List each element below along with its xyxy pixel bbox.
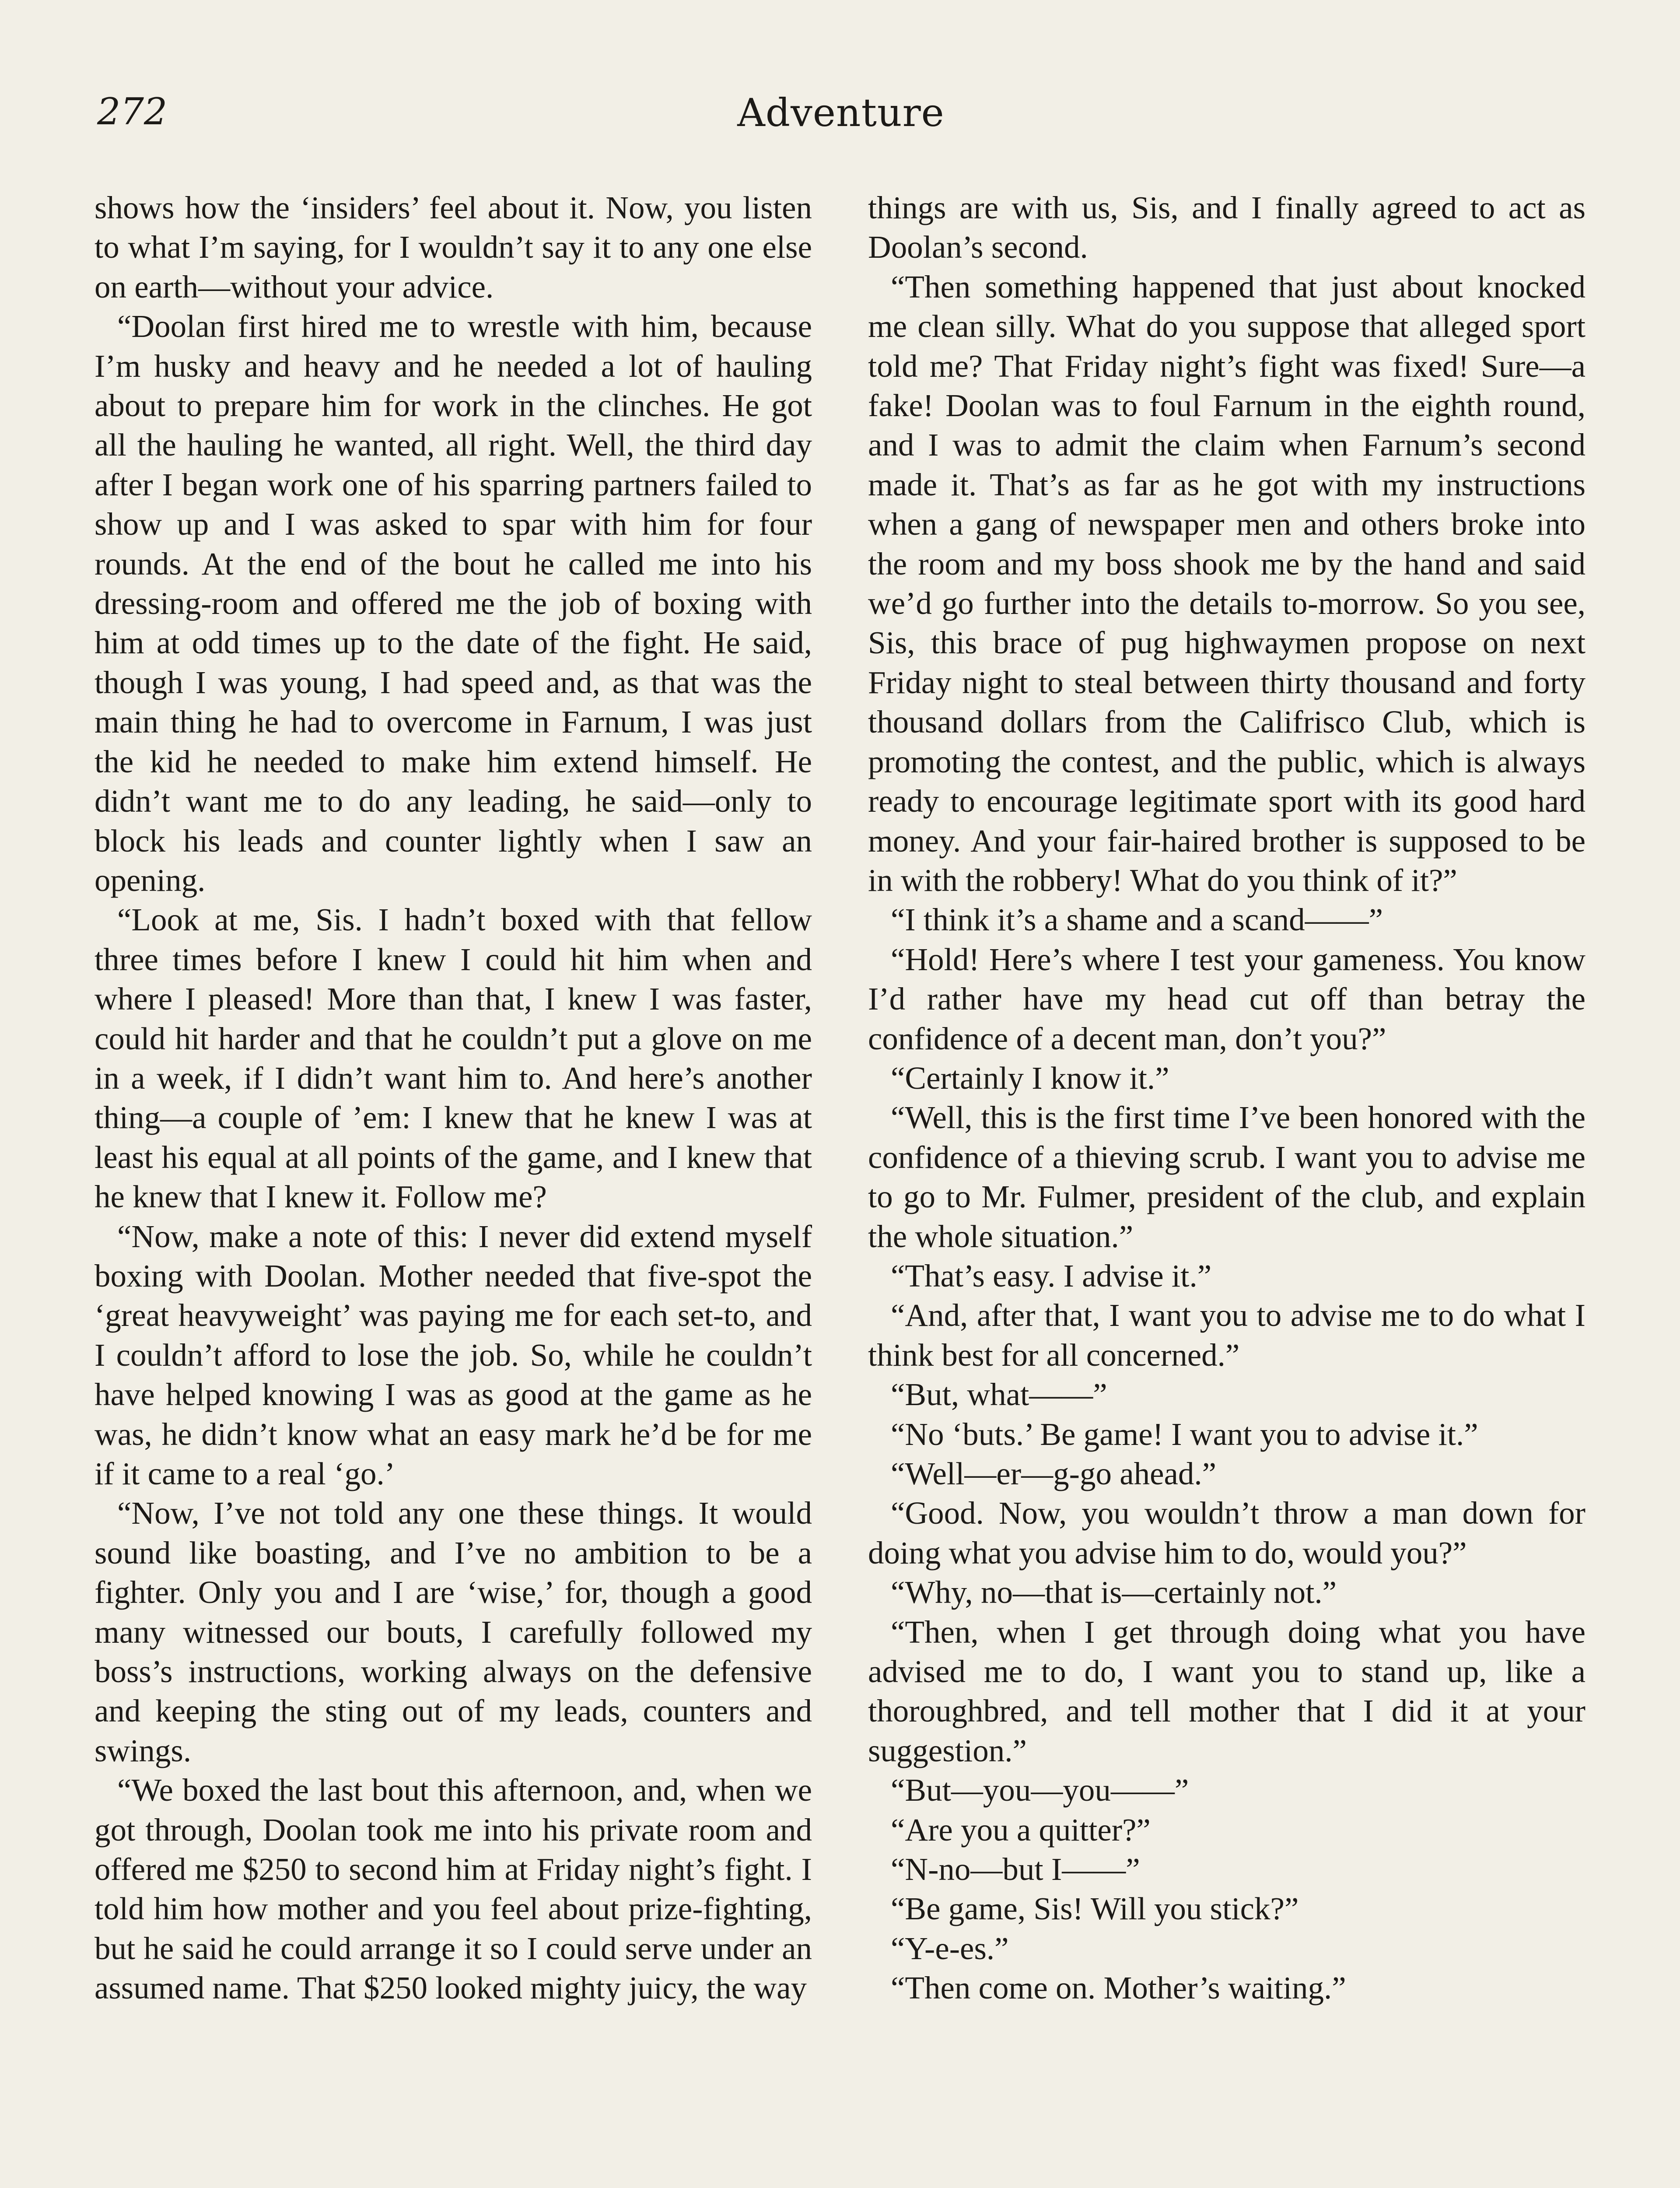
- paragraph: “Then something happened that just about knocked me clean silly. What do you suppose that alleged sport told me? That Friday night’s fight was fixed! Sure—a fake! Doolan was to foul Farnum in the eighth round, and I was to admit the claim when Farnum’s second made it. That’s as far as he got with my instructions when a gang of newspaper men and others broke into the room and my boss shook me by the hand and said we’d go further into the details to-morrow. So you see, Sis, this brace of pug highwaymen propose on next Friday night to steal between thirty thousand and forty thousand dollars from the Califrisco Club, which is promoting the contest, and the public, which is always ready to encourage legitimate sport with its good hard money. And your fair-haired brother is supposed to be in with the robbery! What do you think of it?”: [868, 269, 1586, 898]
- paragraph: “Now, make a note of this: I never did extend myself boxing with Doolan. Mother needed that five-spot the ‘great heavyweight’ was paying me for each set-to, and I couldn’t afford to lose the job. So, while he couldn’t have helped knowing I was as good at the game as he was, he didn’t know what an easy mark he’d be for me if it came to a real ‘go.’: [94, 1218, 812, 1491]
- paragraph: “Y-e-es.”: [891, 1930, 1009, 1966]
- left-column: [94, 188, 812, 2008]
- paragraph: “But, what——”: [891, 1377, 1107, 1413]
- paragraph: “Why, no—that is—certainly not.”: [891, 1574, 1337, 1610]
- paragraph: “Well, this is the first time I’ve been honored with the confidence of a thieving scrub. I want you to advise me to go to Mr. Fulmer, president of the club, and explain the whole situation.”: [868, 1100, 1586, 1254]
- paragraph: “We boxed the last bout this afternoon, and, when we got through, Doolan took me into his private room and offered me $250 to second him at Friday night’s fight. I told him how mother and you feel about prize-fighting, but he said he could arrange it so I could serve under an assumed name. That $250 looked mighty juicy, the way: [94, 1772, 812, 2006]
- paragraph: “And, after that, I want you to advise me to do what I think best for all concerned.”: [868, 1297, 1586, 1373]
- paragraph: “Are you a quitter?”: [891, 1812, 1151, 1848]
- paragraph: “Now, I’ve not told any one these things. It would sound like boasting, and I’ve no ambition to be a fighter. Only you and I are ‘wise,’ for, though a good many witnessed our bouts, I carefully followed my boss’s instructions, working always on the defensive and keeping the sting out of my leads, counters and swings.: [94, 1495, 812, 1768]
- right-column: [868, 188, 1586, 2008]
- page-number: 272: [97, 90, 168, 133]
- paragraph: “But—you—you——”: [891, 1772, 1189, 1808]
- paragraph: “Certainly I know it.”: [891, 1060, 1169, 1096]
- paragraph: things are with us, Sis, and I finally agreed to act as Doolan’s second.: [868, 190, 1586, 265]
- paragraph: “Then come on. Mother’s waiting.”: [891, 1970, 1346, 2006]
- paragraph: “Be game, Sis! Will you stick?”: [891, 1891, 1299, 1927]
- paragraph: “Doolan first hired me to wrestle with him, because I’m husky and heavy and he needed a lot of hauling about to prepare him for work in the clinches. He got all the hauling he wanted, all right. Well, the third day after I began work one of his sparring partners failed to show up and I was asked to spar with him for four rounds. At the end of the bout he called me into his dressing-room and offered me the job of boxing with him at odd times up to the date of the fight. He said, though I was young, I had speed and, as that was the main thing he had to overcome in Farnum, I was just the kid he needed to make him extend himself. He didn’t want me to do any leading, he said—only to block his leads and counter lightly when I saw an opening.: [94, 309, 812, 898]
- paragraph: “Well—er—g-go ahead.”: [891, 1456, 1217, 1491]
- paragraph: “N-no—but I——”: [891, 1851, 1140, 1887]
- paragraph: “Look at me, Sis. I hadn’t boxed with that fellow three times before I knew I could hit him when and where I pleased! More than that, I knew I was faster, could hit harder and that he couldn’t put a glove on me in a week, if I didn’t want him to. And here’s another thing—a couple of ’em: I knew that he knew I was at least his equal at all points of the game, and I knew that he knew that I knew it. Follow me?: [94, 902, 812, 1215]
- running-title: Adventure: [737, 90, 945, 135]
- paragraph: “Good. Now, you wouldn’t throw a man down for doing what you advise him to do, would you?”: [868, 1495, 1586, 1571]
- paragraph: “Hold! Here’s where I test your gameness. You know I’d rather have my head cut off than betray the confidence of a decent man, don’t you?”: [868, 941, 1586, 1056]
- paragraph: “That’s easy. I advise it.”: [891, 1258, 1212, 1294]
- paragraph: “No ‘buts.’ Be game! I want you to advise it.”: [891, 1416, 1478, 1452]
- paragraph: “Then, when I get through doing what you have advised me to do, I want you to stand up, like a thoroughbred, and tell mother that I did it at your suggestion.”: [868, 1614, 1586, 1768]
- paragraph: shows how the ‘insiders’ feel about it. Now, you listen to what I’m saying, for I wouldn’t say it to any one else on earth—without your advice.: [94, 190, 812, 305]
- paragraph: “I think it’s a shame and a scand——”: [891, 902, 1383, 938]
- page-header: [97, 90, 1585, 143]
